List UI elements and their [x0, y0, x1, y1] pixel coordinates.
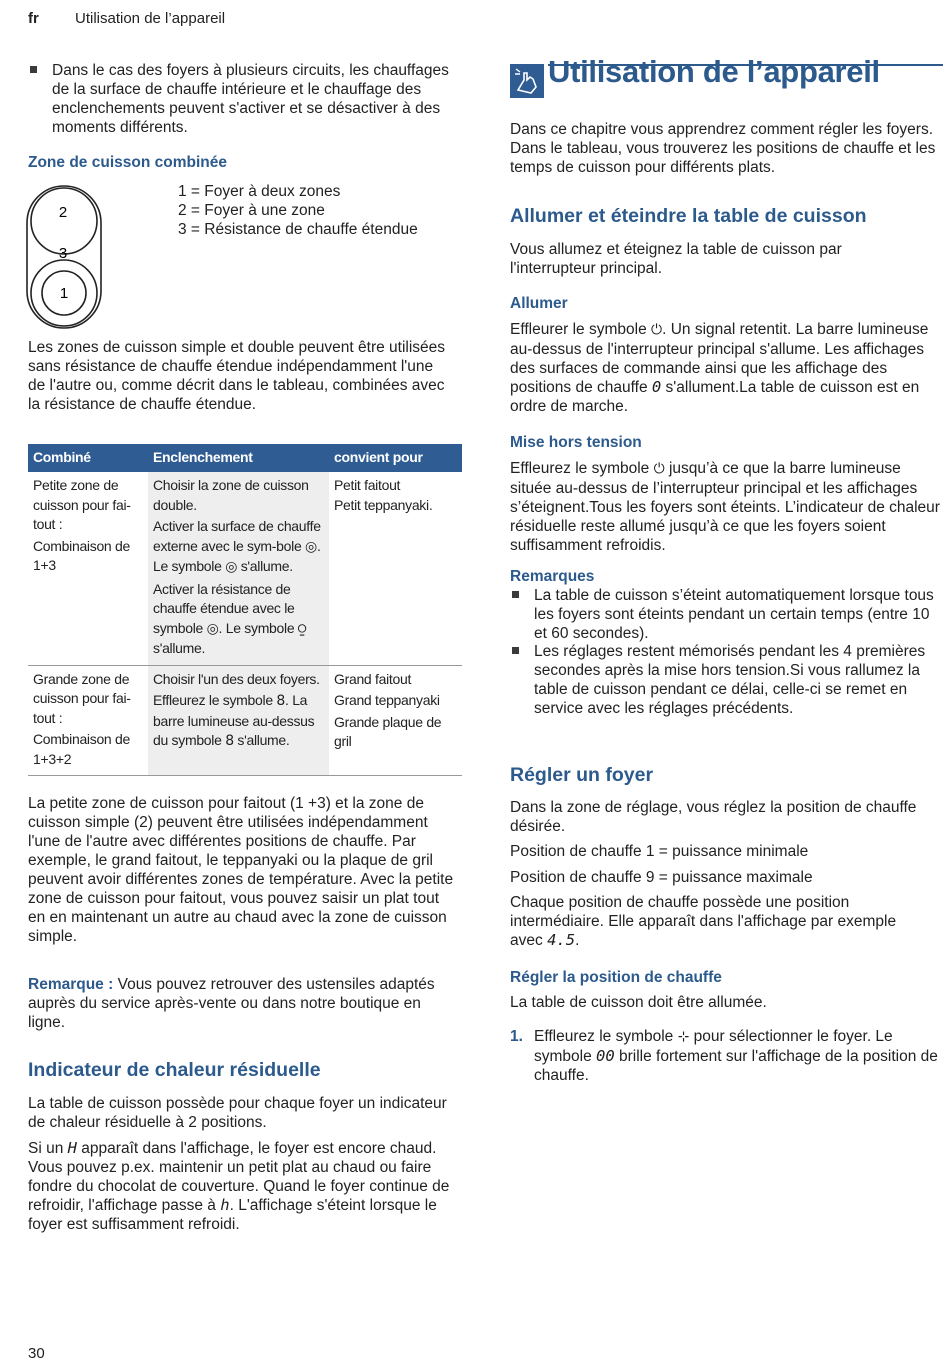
- dual-zone-icon: 8: [225, 733, 234, 749]
- allumer-heading: Allumer: [510, 295, 568, 312]
- table-cell: [329, 472, 462, 665]
- set-zone-p3: Position de chauffe 9 = puissance maximale: [510, 869, 813, 886]
- display-zero-symbol: 0: [651, 378, 662, 396]
- table-header-cell: Combiné: [28, 444, 148, 472]
- paragraph-zones: Les zones de cuisson simple et double peuvent être utilisées sans résistance de chauffe étendue indépendamment l'une de l'autre ou, comme décrit dans le tableau, combinées avec la résistance de chauffe étendue.: [28, 339, 446, 413]
- legend-item: 3 = Résistance de chauffe étendue: [178, 221, 418, 238]
- combined-zone-heading: Zone de cuisson combinée: [28, 154, 227, 171]
- residual-heat-heading: Indicateur de chaleur résiduelle: [28, 1059, 321, 1081]
- cell-text: Grande plaque de gril: [334, 713, 442, 749]
- cell-text: Petit teppanyaki.: [334, 496, 433, 513]
- remark-bullet: La table de cuisson s’éteint automatiquement lorsque tous les foyers sont éteints pendant un certain temps (entre 10 et 60 secondes).: [510, 586, 934, 643]
- chapter-intro: Dans ce chapitre vous apprendrez comment régler les foyers. Dans le tableau, vous trouverez les positions de chauffe et les temps de cuisson pour différents plats.: [510, 121, 936, 176]
- intro-bullet-text: Dans le cas des foyers à plusieurs circuits, les chauffages de la surface de chauffe intérieure et le chauffage des enclenchements peuvent s'activer et se désactiver à des moments différents.: [52, 62, 449, 136]
- cell-text: Grand faitout: [334, 670, 412, 687]
- remarks-heading: Remarques: [510, 568, 595, 585]
- cell-text: Effleurez le symbole 8. La barre lumineuse au-dessus du symbole 8 s'allume.: [153, 691, 324, 752]
- combined-zone-diagram: [24, 182, 104, 332]
- set-zone-p1: Dans la zone de réglage, vous réglez la position de chauffe désirée.: [510, 799, 917, 835]
- step-text: Effleurez le symbole ⊹ pour sélectionner le foyer. Le symbole 00 brille fortement sur l'affichage de la position de chauffe.: [534, 1028, 938, 1084]
- dual-zone-icon: 8: [276, 693, 286, 709]
- power-icon: ⏻: [653, 461, 665, 477]
- header-title: Utilisation de l’appareil: [75, 10, 226, 27]
- set-position-p1: La table de cuisson doit être allumée.: [510, 994, 767, 1011]
- cell-text: Choisir l'un des deux foyers.: [153, 670, 320, 687]
- step-number: 1.: [510, 1028, 523, 1045]
- power-icon: ⏻: [651, 322, 663, 338]
- cell-text: Petit faitout: [334, 477, 401, 493]
- legend-item: 2 = Foyer à une zone: [178, 202, 325, 219]
- legend-item: 1 = Foyer à deux zones: [178, 183, 341, 200]
- step-1: [510, 1027, 942, 1085]
- table-header-cell: convient pour: [329, 444, 462, 472]
- display-intermediate-value: 4.5: [547, 931, 576, 949]
- allumer-text: Effleurer le symbole ⏻. Un signal retentit. La barre lumineuse au-dessus de l'interrupteur principal s'allume. Les affichages des surfaces de commande ainsi que les affichage des positions de chauffe 0 s'allument.La table de cuisson est en ordre de marche.: [510, 321, 929, 415]
- onoff-text: Vous allumez et éteignez la table de cuisson par l'interrupteur principal.: [510, 241, 842, 277]
- set-position-heading: Régler la position de chauffe: [510, 969, 722, 986]
- residual-paragraph-1: La table de cuisson possède pour chaque foyer un indicateur de chaleur résiduelle à 2 positions.: [28, 1095, 447, 1131]
- display-00-symbol: 00: [596, 1047, 615, 1065]
- table-cell: [28, 665, 148, 776]
- dual-ring-filled-icon: ◎: [225, 559, 238, 575]
- cell-text: Choisir la zone de cuisson double.: [153, 477, 309, 513]
- diagram-label-2: 2: [58, 204, 68, 221]
- dual-ring-outline-icon: ◎: [305, 538, 317, 555]
- paragraph-combinations: La petite zone de cuisson pour faitout (1 +3) et la zone de cuisson simple (2) peuvent être utilisées indépendamment l'une de l'autre avec différentes positions de chauffe. Par exemple, le grand faitout, le teppanyaki ou la plaque de gril peuvent avoir différentes zones de température. Avec la petite zone de cuisson pour faitout, vous pouvez saisir un plat tout en en maintenant un autre au chaud avec la zone de cuisson simple.: [28, 795, 454, 945]
- set-zone-p4: Chaque position de chauffe possède une position intermédiaire. Elle apparaît dans l'affichage par exemple avec 4.5.: [510, 894, 897, 949]
- cell-text: Petite zone de cuisson pour fai-tout :: [33, 477, 131, 532]
- table-cell: [148, 665, 329, 776]
- onoff-heading: Allumer et éteindre la table de cuisson: [510, 205, 867, 227]
- extended-zone-outline-icon: ◎: [206, 620, 219, 637]
- table-cell: [148, 472, 329, 665]
- remark-label: Remarque :: [28, 976, 114, 993]
- table-header-row: [28, 444, 462, 472]
- off-heading: Mise hors tension: [510, 434, 642, 451]
- remark: [28, 975, 448, 1032]
- remark-bullet: Les réglages restent mémorisés pendant les 4 premières secondes après la mise hors tension.Si vous rallumez la table de cuisson pendant ce délai, celle-ci se remet en service avec les réglages précédents.: [510, 642, 944, 718]
- table-cell: [329, 665, 462, 776]
- cell-text: Grande zone de cuisson pour fai-tout :: [33, 670, 131, 726]
- table-row: [28, 472, 462, 665]
- select-zone-icon: ⊹: [677, 1029, 690, 1045]
- cell-text: Activer la surface de chauffe externe avec le sym-bole ◎. Le symbole ◎ s'allume.: [153, 517, 324, 578]
- diagram-label-1: 1: [59, 285, 69, 302]
- display-H-symbol: H: [67, 1139, 77, 1157]
- cell-text: Combinaison de 1+3+2: [33, 731, 130, 767]
- display-h-symbol: h: [220, 1196, 230, 1214]
- intro-bullet: [28, 61, 462, 137]
- cell-text: Activer la résistance de chauffe étendue avec le symbole ◎. Le symbole ⍜ s'allume.: [153, 580, 307, 656]
- hand-touch-icon: [510, 64, 544, 98]
- combination-table: [28, 444, 462, 776]
- set-zone-heading: Régler un foyer: [510, 764, 654, 786]
- chapter-title: Utilisation de l’appareil: [548, 54, 880, 89]
- off-text: Effleurez le symbole ⏻ jusqu’à ce que la barre lumineuse située au-dessus de l’interrupteur principal et les affichages s’éteignent.Tous les foyers sont éteints. L’indicateur de chaleur résiduelle reste allumé jusqu’à ce que les foyers soient suffisamment refroidis.: [510, 460, 940, 554]
- table-header-cell: Enclenchement: [148, 444, 329, 472]
- page-number: 30: [28, 1345, 45, 1362]
- residual-paragraph-2: Si un H apparaît dans l'affichage, le foyer est encore chaud. Vous pouvez p.ex. maintenir un petit plat au chaud ou faire fondre du chocolat de couverture. Quand le foyer continue de refroidir, l'affichage passe à h. L'affichage s'éteint lorsque le foyer est suffisamment refroidi.: [28, 1139, 450, 1233]
- diagram-legend: [178, 182, 468, 239]
- remark-text: Vous pouvez retrouver des ustensiles adaptés auprès du service après-vente ou dans notre boutique en ligne.: [28, 976, 435, 1031]
- diagram-label-3: 3: [58, 245, 68, 262]
- extended-zone-filled-icon: ⍜: [297, 620, 307, 637]
- cell-text: Combinaison de 1+3: [33, 537, 130, 573]
- language-code: fr: [28, 10, 39, 27]
- table-row: [28, 665, 462, 776]
- cell-text: Grand teppanyaki: [334, 692, 440, 708]
- set-zone-p2: Position de chauffe 1 = puissance minimale: [510, 843, 809, 860]
- table-cell: [28, 472, 148, 665]
